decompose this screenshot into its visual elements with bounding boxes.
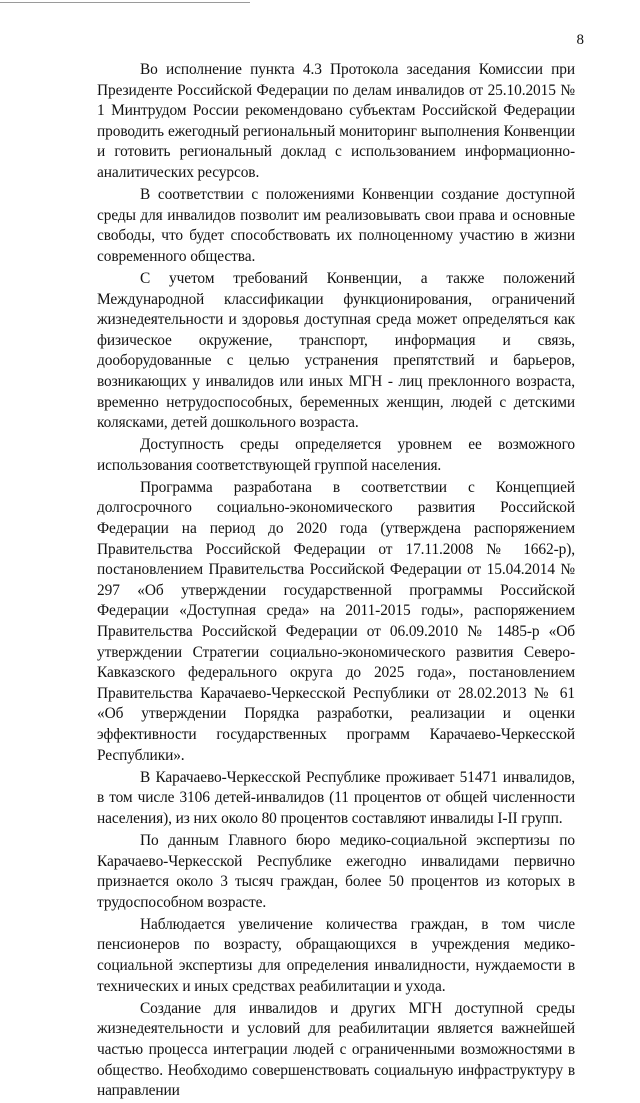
paragraph-medical-expertise: По данным Главного бюро медико-социальной экспертизы по Карачаево-Черкесской Республике ежегодно инвалидами первично признается около 3 тысяч граждан, более 50 процентов из которых в трудоспособном возрасте. bbox=[97, 831, 575, 911]
paragraph-protocol: Во исполнение пункта 4.3 Протокола заседания Комиссии при Президенте Российской Федерации по делам инвалидов от 25.10.2015 № 1 Минтрудом России рекомендовано субъектам Российской Федерации проводить ежегодный региональный мониторинг выполнения Конвенции и готовить региональный доклад с использованием информационно-аналитических ресурсов. bbox=[97, 61, 575, 181]
header-rule bbox=[0, 2, 250, 3]
paragraph-convention: В соответствии с положениями Конвенции создание доступной среды для инвалидов позволит им реализовывать свои права и основные свободы, что будет способствовать их полноценному участию в жизни современного общества. bbox=[97, 186, 575, 265]
paragraph-program-basis: Программа разработана в соответствии с Концепцией долгосрочного социально-экономического развития Российской Федерации на период до 2020 года (утверждена распоряжением Правительства Российской Федерации от 17.11.2008 № 1662-р), постановлением Правительства Российской Федерации от 15.04.2014 № 297 «Об утверждении государственной программы Российской Федерации «Доступная среда» на 2011-2015 годы», распоряжением Правительства Российской Федерации от 06.09.2010 № 1485-р «Об утверждении Стратегии социально-экономического развития Северо-Кавказского федерального округа до 2025 года», постановлением Правительства Карачаево-Черкесской Республики от 28.02.2013 № 61 «Об утверждении Порядка разработки, реализации и оценки эффективности государственных программ Карачаево-Черкесской Республики». bbox=[97, 478, 575, 764]
paragraph-integration: Создание для инвалидов и других МГН доступной среды жизнедеятельности и условий для реабилитации является важнейшей частью процесса интеграции людей с ограниченными возможностями в общество. Необходимо совершенствовать социальную инфраструктуру в направлении bbox=[97, 999, 575, 1100]
document-body bbox=[97, 60, 575, 1103]
paragraph-growing-requests: Наблюдается увеличение количества граждан, в том числе пенсионеров по возрасту, обращающихся в учреждения медико-социальной экспертизы для определения инвалидности, нуждаемости в технических и иных средствах реабилитации и ухода. bbox=[97, 915, 575, 995]
paragraph-accessibility-level: Доступность среды определяется уровнем ее возможного использования соответствующей группой населения. bbox=[97, 436, 575, 474]
page-number: 8 bbox=[576, 32, 584, 48]
paragraph-disabled-population: В Карачаево-Черкесской Республике проживает 51471 инвалидов, в том числе 3106 детей-инвалидов (11 процентов от общей численности населения), из них около 80 процентов составляют инвалиды I-II групп. bbox=[97, 768, 575, 827]
paragraph-accessible-environment: С учетом требований Конвенции, а также положений Международной классификации функционирования, ограничений жизнедеятельности и здоровья доступная среда может определяться как физическое окружение, транспорт, информация и связь, дооборудованные с целью устранения препятствий и барьеров, возникающих у инвалидов или иных МГН - лиц преклонного возраста, временно нетрудоспособных, беременных женщин, людей с детскими колясками, детей дошкольного возраста. bbox=[97, 269, 575, 432]
